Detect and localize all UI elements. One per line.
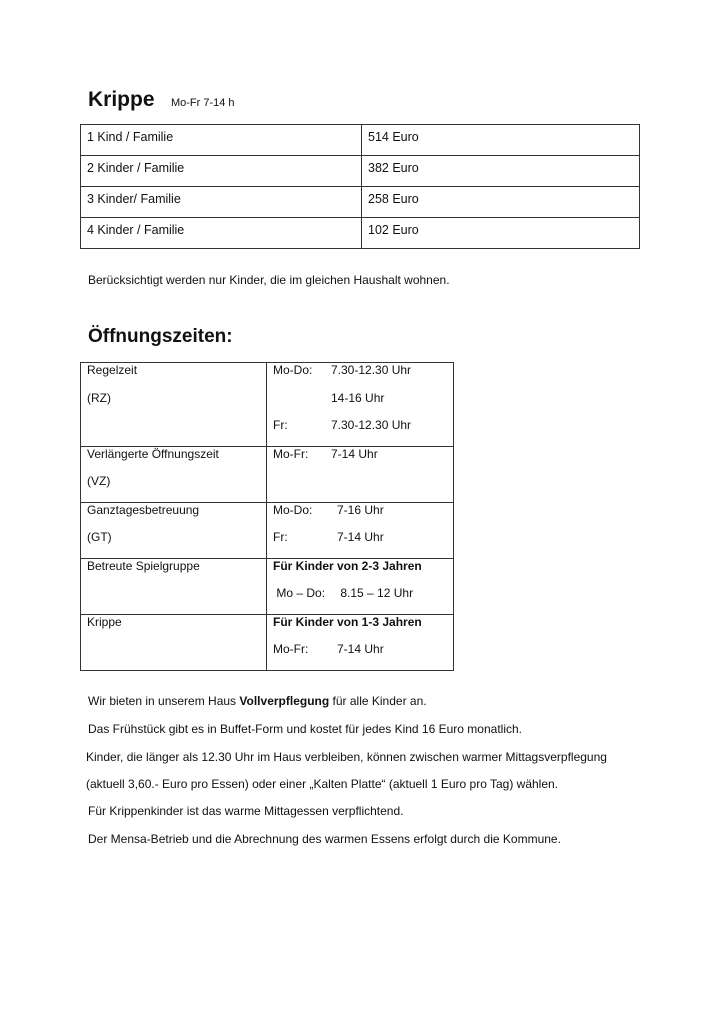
age-heading: Für Kinder von 2-3 Jahren xyxy=(273,558,422,573)
category-abbr: (VZ) xyxy=(87,474,111,488)
category-abbr: (GT) xyxy=(87,530,112,544)
time-value: 7-14 Uhr xyxy=(331,446,378,461)
time-line xyxy=(273,391,453,419)
hours-times xyxy=(267,363,454,447)
paragraph-fruehstueck: Das Frühstück gibt es in Buffet-Form und kostet für jedes Kind 16 Euro monatlich. xyxy=(88,722,522,736)
hours-category xyxy=(81,363,267,447)
time-value: 7-14 Uhr xyxy=(337,530,384,544)
paragraph-text: für alle Kinder an. xyxy=(329,694,427,708)
time-value: 7-14 Uhr xyxy=(337,642,384,656)
price-value: 258 Euro xyxy=(362,187,640,218)
day-label: Fr: xyxy=(273,530,288,544)
category-name: Betreute Spielgruppe xyxy=(87,558,200,573)
time-line xyxy=(273,447,453,475)
time-value: 7.30-12.30 Uhr xyxy=(331,363,412,377)
title-row xyxy=(88,88,235,112)
paragraph-vollverpflegung xyxy=(88,693,427,709)
hours-times xyxy=(267,558,454,614)
hours-times xyxy=(267,614,454,670)
paragraph-mensa: Der Mensa-Betrieb und die Abrechnung des warmen Essens erfolgt durch die Kommune. xyxy=(88,832,561,846)
table-row xyxy=(81,363,454,447)
table-row xyxy=(81,614,454,670)
day-label: Fr: xyxy=(273,418,288,432)
table-row xyxy=(81,446,454,502)
table-row xyxy=(81,558,454,614)
time-value: 7.30-12.30 Uhr xyxy=(331,418,412,432)
table-row xyxy=(81,218,640,249)
table-row xyxy=(81,187,640,218)
hours-category xyxy=(81,614,267,670)
time-line xyxy=(273,503,453,531)
paragraph-mittag-1: Kinder, die länger als 12.30 Uhr im Haus verbleiben, können zwischen warmer Mittagsverpflegung xyxy=(86,750,607,764)
paragraph-mittag-2: (aktuell 3,60.- Euro pro Essen) oder einer „Kalten Platte“ (aktuell 1 Euro pro Tag) wählen. xyxy=(86,777,559,791)
day-label: Mo – Do: xyxy=(276,586,326,600)
day-label: Mo-Fr: xyxy=(273,642,309,656)
time-line xyxy=(273,530,453,558)
hours-title: Öffnungszeiten: xyxy=(88,326,233,347)
time-value: 7-16 Uhr xyxy=(337,502,384,517)
price-label: 2 Kinder / Familie xyxy=(81,156,362,187)
hours-category xyxy=(81,558,267,614)
hours-table xyxy=(80,362,454,671)
price-value: 382 Euro xyxy=(362,156,640,187)
price-table xyxy=(80,124,640,249)
time-line xyxy=(273,586,453,614)
day-label: Mo-Do: xyxy=(273,502,313,517)
time-value: 14-16 Uhr xyxy=(331,390,385,405)
day-label: Mo-Do: xyxy=(273,363,313,377)
time-line xyxy=(273,642,453,670)
time-value: 8.15 – 12 Uhr xyxy=(340,586,414,600)
day-label: Mo-Fr: xyxy=(273,446,309,461)
age-heading: Für Kinder von 1-3 Jahren xyxy=(273,614,422,629)
hours-times xyxy=(267,502,454,558)
category-name: Ganztagesbetreuung xyxy=(87,502,200,517)
household-note: Berücksichtigt werden nur Kinder, die im gleichen Haushalt wohnen. xyxy=(88,273,450,287)
time-line xyxy=(273,418,453,446)
table-row xyxy=(81,156,640,187)
paragraph-text: Wir bieten in unserem Haus xyxy=(88,694,240,708)
hours-category xyxy=(81,446,267,502)
price-label: 4 Kinder / Familie xyxy=(81,218,362,249)
table-row xyxy=(81,502,454,558)
price-label: 1 Kind / Familie xyxy=(81,125,362,156)
hours-times xyxy=(267,446,454,502)
category-name: Krippe xyxy=(87,614,122,629)
price-value: 102 Euro xyxy=(362,218,640,249)
page-title: Krippe xyxy=(88,88,155,111)
time-line xyxy=(273,363,453,391)
table-row xyxy=(81,125,640,156)
hours-category xyxy=(81,502,267,558)
price-value: 514 Euro xyxy=(362,125,640,156)
category-abbr: (RZ) xyxy=(87,390,111,405)
page-subtitle: Mo-Fr 7-14 h xyxy=(170,97,235,109)
category-name: Verlängerte Öffnungszeit xyxy=(87,446,219,461)
paragraph-emphasis: Vollverpflegung xyxy=(239,694,330,708)
price-label: 3 Kinder/ Familie xyxy=(81,187,362,218)
paragraph-krippenkinder: Für Krippenkinder ist das warme Mittagessen verpflichtend. xyxy=(88,804,404,818)
category-name: Regelzeit xyxy=(87,363,138,377)
